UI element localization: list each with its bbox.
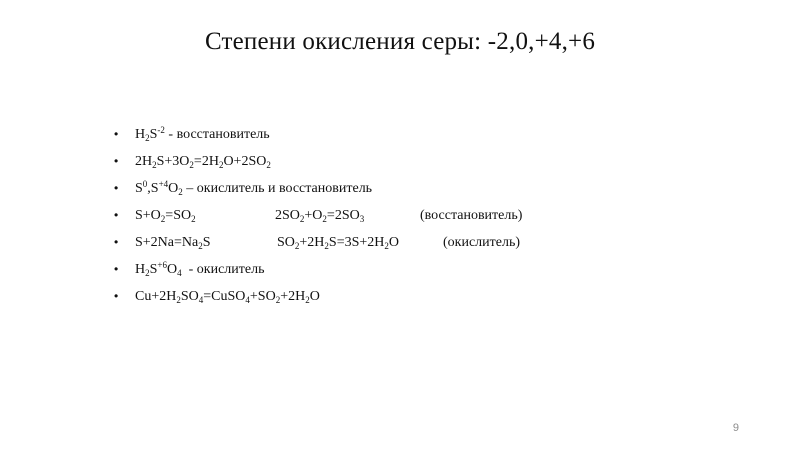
page-number: 9 xyxy=(732,422,739,434)
bullet-icon: • xyxy=(114,262,119,276)
item-text: $H_2S^{+6}O_4$ - окислитель xyxy=(135,260,265,278)
bullet-icon: • xyxy=(114,235,119,249)
bullet-icon: • xyxy=(114,181,119,195)
equation-2: $SO_2+2H_2S=3S+2H_2O$ xyxy=(277,235,400,251)
bullet-list xyxy=(114,121,754,310)
list-item-7 xyxy=(114,283,754,310)
list-item-6 xyxy=(114,256,754,283)
equation-1: $S+2Na=Na_2S$ xyxy=(135,235,211,251)
equation-2: $2SO_2+O_2=2SO_3$ xyxy=(275,208,365,224)
bullet-icon: • xyxy=(114,127,119,141)
equation-1: $S+O_2=SO_2$ xyxy=(135,208,196,224)
slide-title: Степени окисления серы: -2,0,+4,+6 xyxy=(204,28,596,55)
list-item-1 xyxy=(114,121,754,148)
item-text: $Cu+2H_2SO_4=CuSO_4+SO_2+2H_2O$ xyxy=(135,289,320,305)
list-item-3 xyxy=(114,175,754,202)
list-item-5 xyxy=(114,229,754,256)
list-item-2 xyxy=(114,148,754,175)
role-note: (восстановитель) xyxy=(420,208,523,223)
bullet-icon: • xyxy=(114,289,119,303)
item-text: $S^0,S^{+4}O_2$ – окислитель и восстановитель xyxy=(135,179,373,197)
item-text: $H_2S^{-2}$ - восстановитель xyxy=(135,125,270,143)
list-item-4 xyxy=(114,202,754,229)
item-text: $2H_2S+3O_2=2H_2O+2SO_2$ xyxy=(135,154,271,170)
bullet-icon: • xyxy=(114,208,119,222)
bullet-icon: • xyxy=(114,154,119,168)
role-note: (окислитель) xyxy=(443,235,521,250)
